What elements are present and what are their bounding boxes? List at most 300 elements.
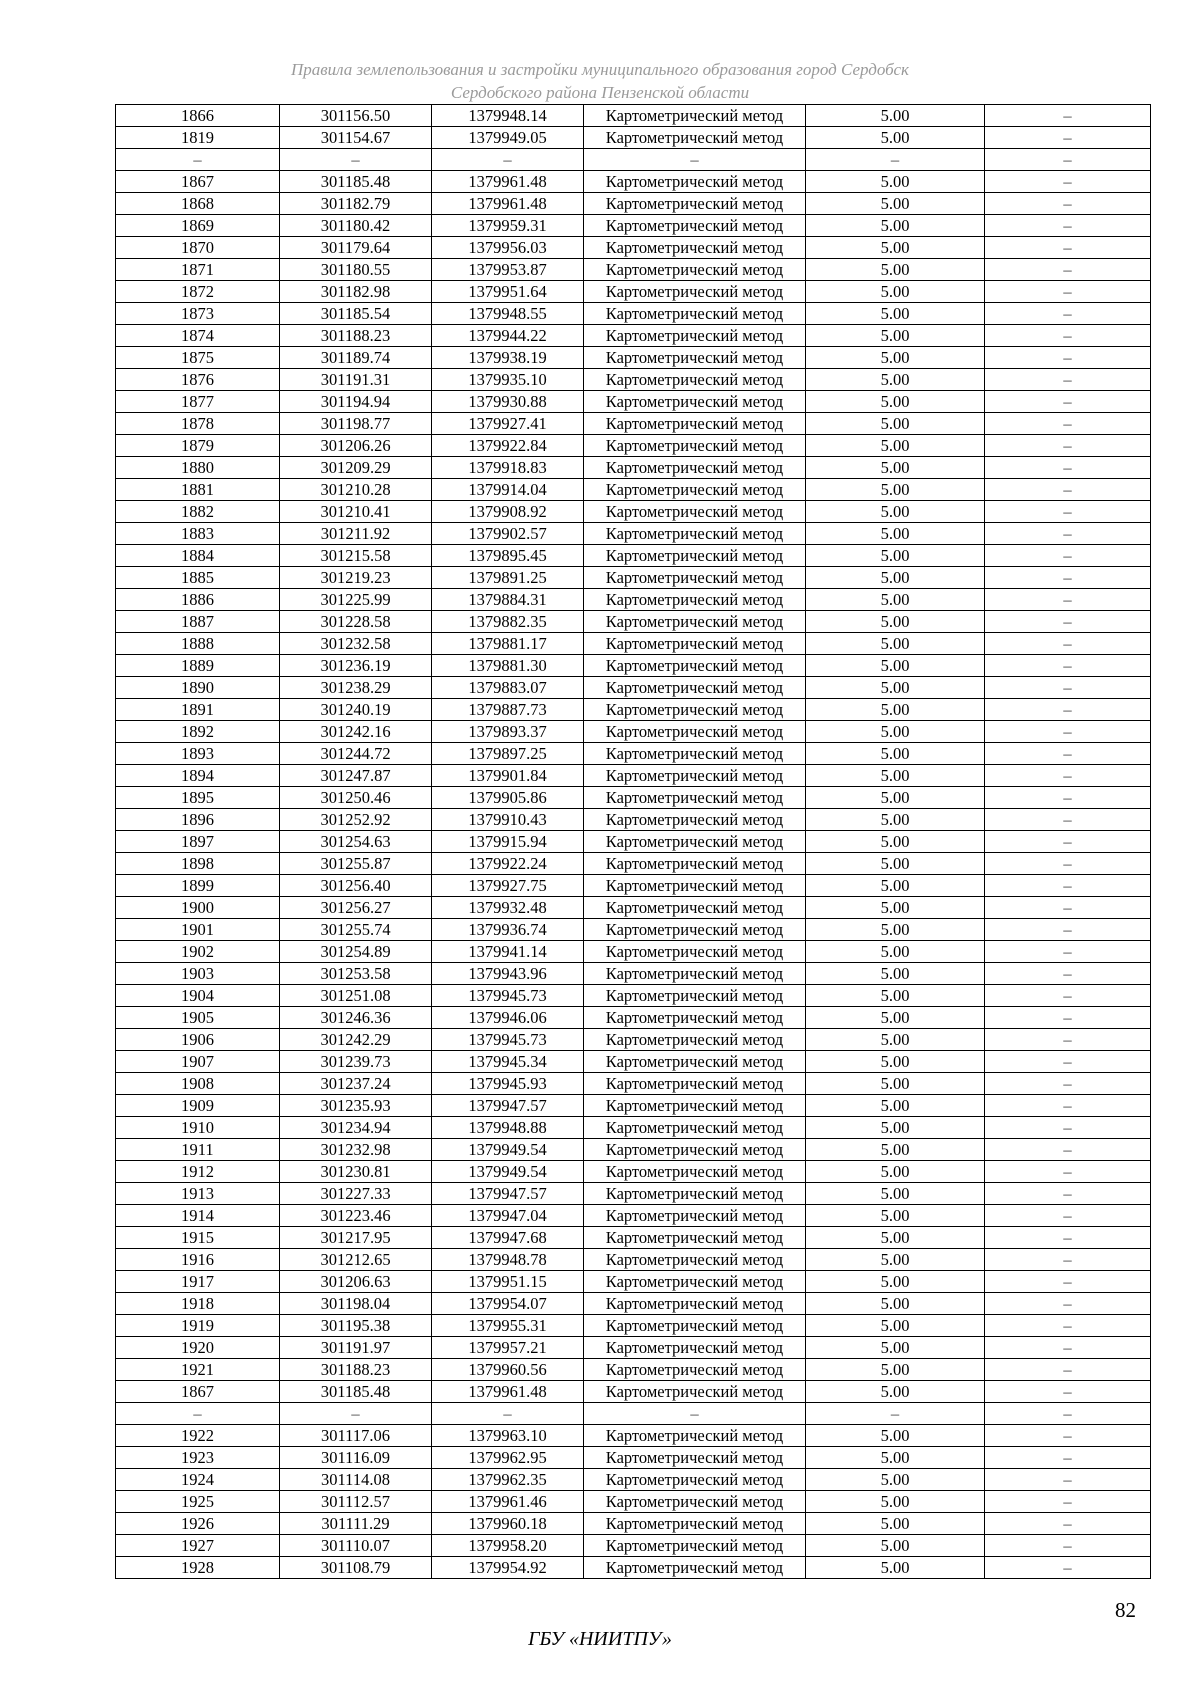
note-cell: – [985,963,1151,985]
method-cell: Картометрический метод [584,941,806,963]
y-coordinate-cell: 1379947.57 [432,1183,584,1205]
x-coordinate-cell: 301179.64 [280,237,432,259]
method-cell: Картометрический метод [584,655,806,677]
point-number-cell: 1899 [116,875,280,897]
accuracy-cell: 5.00 [806,215,985,237]
accuracy-cell: 5.00 [806,457,985,479]
point-number-cell: 1911 [116,1139,280,1161]
point-number-cell: 1922 [116,1425,280,1447]
note-cell: – [985,545,1151,567]
accuracy-cell: – [806,149,985,171]
table-row [116,1359,1151,1381]
accuracy-cell: 5.00 [806,875,985,897]
x-coordinate-cell: 301236.19 [280,655,432,677]
point-number-cell: 1908 [116,1073,280,1095]
point-number-cell: 1819 [116,127,280,149]
point-number-cell: 1928 [116,1557,280,1579]
point-number-cell: 1900 [116,897,280,919]
note-cell: – [985,743,1151,765]
table-row [116,1557,1151,1579]
y-coordinate-cell: 1379948.88 [432,1117,584,1139]
accuracy-cell: 5.00 [806,171,985,193]
table-row [116,1293,1151,1315]
accuracy-cell: 5.00 [806,1469,985,1491]
coordinates-table-body [116,105,1151,1579]
table-row [116,589,1151,611]
method-cell: Картометрический метод [584,919,806,941]
y-coordinate-cell: 1379932.48 [432,897,584,919]
note-cell: – [985,171,1151,193]
point-number-cell: 1926 [116,1513,280,1535]
accuracy-cell: 5.00 [806,633,985,655]
table-row [116,1095,1151,1117]
y-coordinate-cell: 1379922.84 [432,435,584,457]
header-line-2: Сердобского района Пензенской области [450,83,750,102]
point-number-cell: 1874 [116,325,280,347]
accuracy-cell: 5.00 [806,1535,985,1557]
point-number-cell: 1888 [116,633,280,655]
note-cell: – [985,259,1151,281]
accuracy-cell: 5.00 [806,1073,985,1095]
method-cell: Картометрический метод [584,369,806,391]
note-cell: – [985,1557,1151,1579]
accuracy-cell: 5.00 [806,941,985,963]
method-cell: Картометрический метод [584,303,806,325]
accuracy-cell: 5.00 [806,1293,985,1315]
y-coordinate-cell: 1379961.46 [432,1491,584,1513]
x-coordinate-cell: 301108.79 [280,1557,432,1579]
x-coordinate-cell: 301191.31 [280,369,432,391]
table-row [116,1491,1151,1513]
method-cell: Картометрический метод [584,1029,806,1051]
x-coordinate-cell: 301255.87 [280,853,432,875]
accuracy-cell: 5.00 [806,1095,985,1117]
x-coordinate-cell: 301198.04 [280,1293,432,1315]
y-coordinate-cell: 1379949.54 [432,1161,584,1183]
point-number-cell: 1903 [116,963,280,985]
x-coordinate-cell: 301180.42 [280,215,432,237]
table-row [116,325,1151,347]
table-row [116,655,1151,677]
method-cell: Картометрический метод [584,567,806,589]
x-coordinate-cell: 301198.77 [280,413,432,435]
y-coordinate-cell: 1379945.34 [432,1051,584,1073]
point-number-cell: 1898 [116,853,280,875]
method-cell: Картометрический метод [584,1337,806,1359]
method-cell: – [584,1403,806,1425]
x-coordinate-cell: 301254.63 [280,831,432,853]
page-number: 82 [1115,1598,1136,1622]
method-cell: Картометрический метод [584,1117,806,1139]
method-cell: Картометрический метод [584,1095,806,1117]
x-coordinate-cell: 301182.79 [280,193,432,215]
note-cell: – [985,853,1151,875]
note-cell: – [985,1029,1151,1051]
point-number-cell: 1910 [116,1117,280,1139]
note-cell: – [985,1095,1151,1117]
y-coordinate-cell: 1379961.48 [432,171,584,193]
point-number-cell: 1894 [116,765,280,787]
accuracy-cell: 5.00 [806,655,985,677]
x-coordinate-cell: 301237.24 [280,1073,432,1095]
table-row [116,611,1151,633]
method-cell: Картометрический метод [584,215,806,237]
table-row [116,193,1151,215]
accuracy-cell: 5.00 [806,1205,985,1227]
point-number-cell: 1916 [116,1249,280,1271]
note-cell: – [985,985,1151,1007]
accuracy-cell: 5.00 [806,1557,985,1579]
x-coordinate-cell: 301235.93 [280,1095,432,1117]
table-row [116,1183,1151,1205]
note-cell: – [985,1073,1151,1095]
accuracy-cell: 5.00 [806,1117,985,1139]
note-cell: – [985,809,1151,831]
x-coordinate-cell: 301247.87 [280,765,432,787]
table-row [116,1271,1151,1293]
method-cell: Картометрический метод [584,633,806,655]
accuracy-cell: 5.00 [806,369,985,391]
method-cell: Картометрический метод [584,677,806,699]
note-cell: – [985,1513,1151,1535]
point-number-cell: 1869 [116,215,280,237]
accuracy-cell: 5.00 [806,105,985,127]
x-coordinate-cell: 301253.58 [280,963,432,985]
table-row [116,1535,1151,1557]
note-cell: – [985,875,1151,897]
y-coordinate-cell: 1379897.25 [432,743,584,765]
method-cell: Картометрический метод [584,391,806,413]
y-coordinate-cell: 1379959.31 [432,215,584,237]
point-number-cell: 1882 [116,501,280,523]
note-cell: – [985,1425,1151,1447]
point-number-cell: 1879 [116,435,280,457]
note-cell: – [985,567,1151,589]
note-cell: – [985,1271,1151,1293]
table-row [116,699,1151,721]
note-cell: – [985,347,1151,369]
method-cell: Картометрический метод [584,1051,806,1073]
note-cell: – [985,655,1151,677]
accuracy-cell: 5.00 [806,1139,985,1161]
y-coordinate-cell: 1379954.07 [432,1293,584,1315]
x-coordinate-cell: 301189.74 [280,347,432,369]
point-number-cell: 1906 [116,1029,280,1051]
accuracy-cell: 5.00 [806,897,985,919]
x-coordinate-cell: 301242.16 [280,721,432,743]
method-cell: Картометрический метод [584,1557,806,1579]
table-row [116,787,1151,809]
point-number-cell: 1905 [116,1007,280,1029]
note-cell: – [985,127,1151,149]
method-cell: Картометрический метод [584,1183,806,1205]
table-row [116,1447,1151,1469]
table-row [116,259,1151,281]
y-coordinate-cell: 1379881.17 [432,633,584,655]
note-cell: – [985,149,1151,171]
accuracy-cell: 5.00 [806,1447,985,1469]
table-row [116,369,1151,391]
table-row [116,105,1151,127]
note-cell: – [985,105,1151,127]
x-coordinate-cell: 301242.29 [280,1029,432,1051]
method-cell: Картометрический метод [584,1535,806,1557]
table-row [116,809,1151,831]
table-row [116,1513,1151,1535]
table-row [116,215,1151,237]
table-row [116,765,1151,787]
y-coordinate-cell: 1379914.04 [432,479,584,501]
point-number-cell: – [116,149,280,171]
point-number-cell: 1902 [116,941,280,963]
y-coordinate-cell: 1379958.20 [432,1535,584,1557]
note-cell: – [985,1117,1151,1139]
table-row [116,1381,1151,1403]
accuracy-cell: 5.00 [806,259,985,281]
y-coordinate-cell: 1379927.75 [432,875,584,897]
y-coordinate-cell: 1379962.95 [432,1447,584,1469]
point-number-cell: 1883 [116,523,280,545]
accuracy-cell: 5.00 [806,1029,985,1051]
note-cell: – [985,1007,1151,1029]
y-coordinate-cell: 1379943.96 [432,963,584,985]
note-cell: – [985,1227,1151,1249]
y-coordinate-cell: 1379922.24 [432,853,584,875]
accuracy-cell: 5.00 [806,1513,985,1535]
table-row [116,413,1151,435]
table-row [116,435,1151,457]
point-number-cell: 1892 [116,721,280,743]
method-cell: Картометрический метод [584,259,806,281]
point-number-cell: 1925 [116,1491,280,1513]
x-coordinate-cell: 301255.74 [280,919,432,941]
point-number-cell: 1868 [116,193,280,215]
accuracy-cell: 5.00 [806,699,985,721]
x-coordinate-cell: 301180.55 [280,259,432,281]
x-coordinate-cell: 301230.81 [280,1161,432,1183]
table-row [116,391,1151,413]
y-coordinate-cell: 1379961.48 [432,193,584,215]
method-cell: Картометрический метод [584,281,806,303]
x-coordinate-cell: 301225.99 [280,589,432,611]
y-coordinate-cell: 1379947.68 [432,1227,584,1249]
accuracy-cell: – [806,1403,985,1425]
y-coordinate-cell: 1379901.84 [432,765,584,787]
point-number-cell: 1872 [116,281,280,303]
method-cell: Картометрический метод [584,1447,806,1469]
y-coordinate-cell: 1379962.35 [432,1469,584,1491]
x-coordinate-cell: 301191.97 [280,1337,432,1359]
method-cell: Картометрический метод [584,1007,806,1029]
method-cell: Картометрический метод [584,1139,806,1161]
method-cell: Картометрический метод [584,831,806,853]
y-coordinate-cell: 1379883.07 [432,677,584,699]
table-row [116,897,1151,919]
method-cell: Картометрический метод [584,1293,806,1315]
accuracy-cell: 5.00 [806,1491,985,1513]
accuracy-cell: 5.00 [806,985,985,1007]
y-coordinate-cell: 1379891.25 [432,567,584,589]
method-cell: Картометрический метод [584,1491,806,1513]
y-coordinate-cell: 1379945.93 [432,1073,584,1095]
table-row [116,1227,1151,1249]
note-cell: – [985,1469,1151,1491]
method-cell: Картометрический метод [584,765,806,787]
point-number-cell: 1909 [116,1095,280,1117]
accuracy-cell: 5.00 [806,919,985,941]
table-row [116,985,1151,1007]
accuracy-cell: 5.00 [806,281,985,303]
y-coordinate-cell: 1379946.06 [432,1007,584,1029]
x-coordinate-cell: 301185.54 [280,303,432,325]
x-coordinate-cell: 301223.46 [280,1205,432,1227]
table-row [116,347,1151,369]
note-cell: – [985,1337,1151,1359]
accuracy-cell: 5.00 [806,303,985,325]
note-cell: – [985,677,1151,699]
method-cell: Картометрический метод [584,721,806,743]
table-row [116,677,1151,699]
x-coordinate-cell: 301182.98 [280,281,432,303]
accuracy-cell: 5.00 [806,743,985,765]
note-cell: – [985,1293,1151,1315]
running-header [0,58,1200,104]
method-cell: Картометрический метод [584,963,806,985]
accuracy-cell: 5.00 [806,809,985,831]
note-cell: – [985,215,1151,237]
point-number-cell: 1904 [116,985,280,1007]
point-number-cell: 1920 [116,1337,280,1359]
point-number-cell: 1871 [116,259,280,281]
point-number-cell: 1870 [116,237,280,259]
table-row [116,1161,1151,1183]
y-coordinate-cell: 1379953.87 [432,259,584,281]
point-number-cell: 1907 [116,1051,280,1073]
x-coordinate-cell: 301188.23 [280,1359,432,1381]
point-number-cell: 1893 [116,743,280,765]
x-coordinate-cell: 301210.28 [280,479,432,501]
accuracy-cell: 5.00 [806,347,985,369]
method-cell: Картометрический метод [584,501,806,523]
x-coordinate-cell: 301110.07 [280,1535,432,1557]
x-coordinate-cell: 301114.08 [280,1469,432,1491]
x-coordinate-cell: 301238.29 [280,677,432,699]
x-coordinate-cell: 301185.48 [280,171,432,193]
table-row [116,1249,1151,1271]
note-cell: – [985,1249,1151,1271]
method-cell: Картометрический метод [584,1381,806,1403]
accuracy-cell: 5.00 [806,589,985,611]
method-cell: Картометрический метод [584,875,806,897]
method-cell: Картометрический метод [584,105,806,127]
note-cell: – [985,787,1151,809]
point-number-cell: 1867 [116,171,280,193]
point-number-cell: 1921 [116,1359,280,1381]
x-coordinate-cell: 301250.46 [280,787,432,809]
accuracy-cell: 5.00 [806,853,985,875]
x-coordinate-cell: 301212.65 [280,1249,432,1271]
table-row [116,127,1151,149]
table-row [116,457,1151,479]
note-cell: – [985,479,1151,501]
method-cell: Картометрический метод [584,325,806,347]
method-cell: Картометрический метод [584,985,806,1007]
method-cell: Картометрический метод [584,897,806,919]
table-row [116,1051,1151,1073]
accuracy-cell: 5.00 [806,1249,985,1271]
table-row [116,1337,1151,1359]
table-row [116,479,1151,501]
method-cell: Картометрический метод [584,1161,806,1183]
x-coordinate-cell: 301234.94 [280,1117,432,1139]
note-cell: – [985,1315,1151,1337]
method-cell: Картометрический метод [584,1073,806,1095]
table-row [116,1469,1151,1491]
point-number-cell: 1867 [116,1381,280,1403]
note-cell: – [985,941,1151,963]
table-row [116,523,1151,545]
note-cell: – [985,391,1151,413]
y-coordinate-cell: 1379941.14 [432,941,584,963]
point-number-cell: 1878 [116,413,280,435]
point-number-cell: 1912 [116,1161,280,1183]
accuracy-cell: 5.00 [806,391,985,413]
note-cell: – [985,589,1151,611]
y-coordinate-cell: 1379951.64 [432,281,584,303]
y-coordinate-cell: 1379902.57 [432,523,584,545]
point-number-cell: 1896 [116,809,280,831]
y-coordinate-cell: 1379915.94 [432,831,584,853]
y-coordinate-cell: 1379955.31 [432,1315,584,1337]
method-cell: Картометрический метод [584,127,806,149]
y-coordinate-cell: 1379960.18 [432,1513,584,1535]
accuracy-cell: 5.00 [806,545,985,567]
point-number-cell: 1873 [116,303,280,325]
note-cell: – [985,633,1151,655]
point-number-cell: 1885 [116,567,280,589]
accuracy-cell: 5.00 [806,831,985,853]
accuracy-cell: 5.00 [806,523,985,545]
point-number-cell: 1913 [116,1183,280,1205]
point-number-cell: 1901 [116,919,280,941]
note-cell: – [985,1447,1151,1469]
table-row [116,545,1151,567]
note-cell: – [985,1535,1151,1557]
accuracy-cell: 5.00 [806,1425,985,1447]
point-number-cell: 1923 [116,1447,280,1469]
note-cell: – [985,281,1151,303]
point-number-cell: 1875 [116,347,280,369]
y-coordinate-cell: 1379956.03 [432,237,584,259]
point-number-cell: 1917 [116,1271,280,1293]
y-coordinate-cell: 1379930.88 [432,391,584,413]
note-cell: – [985,919,1151,941]
note-cell: – [985,897,1151,919]
table-row [116,1007,1151,1029]
x-coordinate-cell: 301112.57 [280,1491,432,1513]
table-row [116,237,1151,259]
x-coordinate-cell: 301232.98 [280,1139,432,1161]
x-coordinate-cell: 301252.92 [280,809,432,831]
x-coordinate-cell: 301116.09 [280,1447,432,1469]
accuracy-cell: 5.00 [806,1359,985,1381]
table-row [116,743,1151,765]
point-number-cell: 1876 [116,369,280,391]
x-coordinate-cell: 301219.23 [280,567,432,589]
x-coordinate-cell: 301206.63 [280,1271,432,1293]
note-cell: – [985,1139,1151,1161]
method-cell: Картометрический метод [584,853,806,875]
